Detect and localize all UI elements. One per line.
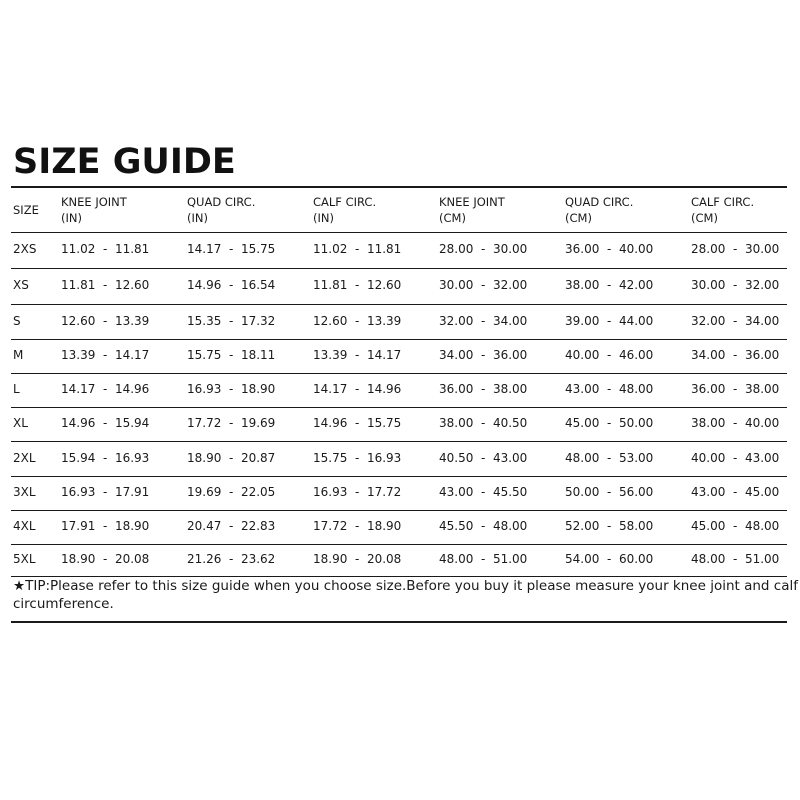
- measurement-cell: 20.47 - 22.83: [187, 519, 276, 533]
- size-label-cell: L: [13, 382, 20, 396]
- tip-note: [13, 577, 798, 613]
- measurement-cell: 50.00 - 56.00: [565, 485, 654, 499]
- measurement-cell: 28.00 - 30.00: [691, 242, 780, 256]
- size-label-cell: 4XL: [13, 519, 36, 533]
- measurement-cell: 52.00 - 58.00: [565, 519, 654, 533]
- measurement-cell: 15.75 - 18.11: [187, 348, 276, 362]
- measurement-cell: 48.00 - 53.00: [565, 450, 654, 465]
- table-rule: [11, 268, 787, 269]
- measurement-cell: 11.81 - 12.60: [313, 278, 402, 292]
- column-header-line: (IN): [187, 211, 208, 225]
- measurement-cell: 21.26 - 23.62: [187, 552, 276, 566]
- table-rule: [11, 621, 787, 623]
- measurement-cell: 54.00 - 60.00: [565, 552, 654, 566]
- measurement-cell: 45.50 - 48.00: [439, 519, 528, 533]
- measurement-cell: 43.00 - 48.00: [565, 382, 654, 396]
- measurement-cell: 43.00 - 45.00: [691, 485, 780, 499]
- column-header-line: (IN): [61, 211, 82, 225]
- column-header-line: (CM): [691, 211, 718, 225]
- measurement-cell: 34.00 - 36.00: [691, 348, 780, 362]
- measurement-cell: 36.00 - 38.00: [439, 382, 528, 396]
- measurement-cell: 36.00 - 40.00: [565, 242, 654, 256]
- measurement-cell: 15.75 - 16.93: [313, 450, 402, 465]
- measurement-cell: 14.96 - 15.94: [61, 416, 150, 430]
- table-rule: [11, 441, 787, 442]
- measurement-cell: 15.94 - 16.93: [61, 450, 150, 465]
- column-header: [313, 194, 376, 226]
- table-rule: [11, 476, 787, 477]
- column-header: [187, 194, 255, 226]
- measurement-cell: 14.17 - 15.75: [187, 242, 276, 256]
- measurement-cell: 40.50 - 43.00: [439, 450, 528, 465]
- column-header-line: QUAD CIRC.: [565, 195, 634, 209]
- measurement-cell: 11.02 - 11.81: [313, 242, 402, 256]
- table-rule: [11, 407, 787, 408]
- measurement-cell: 14.17 - 14.96: [313, 382, 402, 396]
- measurement-cell: 34.00 - 36.00: [439, 348, 528, 362]
- measurement-cell: 30.00 - 32.00: [439, 278, 528, 292]
- column-header-line: (CM): [439, 211, 466, 225]
- measurement-cell: 14.17 - 14.96: [61, 382, 150, 396]
- column-header: [61, 194, 127, 226]
- size-label-cell: 2XL: [13, 450, 36, 465]
- measurement-cell: 38.00 - 42.00: [565, 278, 654, 292]
- measurement-cell: 32.00 - 34.00: [691, 313, 780, 328]
- column-header: [565, 194, 633, 226]
- measurement-cell: 39.00 - 44.00: [565, 313, 654, 328]
- size-label-cell: XS: [13, 278, 29, 292]
- measurement-cell: 28.00 - 30.00: [439, 242, 528, 256]
- measurement-cell: 11.02 - 11.81: [61, 242, 150, 256]
- column-header: [691, 194, 754, 226]
- table-rule: [11, 304, 787, 305]
- size-label-cell: S: [13, 313, 21, 328]
- column-header-line: CALF CIRC.: [313, 195, 377, 209]
- measurement-cell: 40.00 - 43.00: [691, 450, 780, 465]
- measurement-cell: 11.81 - 12.60: [61, 278, 150, 292]
- table-rule: [11, 339, 787, 340]
- column-header-line: SIZE: [13, 203, 39, 217]
- table-rule: [11, 373, 787, 374]
- measurement-cell: 18.90 - 20.08: [313, 552, 402, 566]
- column-header-line: QUAD CIRC.: [187, 195, 256, 209]
- page-title: SIZE GUIDE: [13, 142, 236, 182]
- measurement-cell: 30.00 - 32.00: [691, 278, 780, 292]
- measurement-cell: 16.93 - 18.90: [187, 382, 276, 396]
- measurement-cell: 38.00 - 40.50: [439, 416, 528, 430]
- column-header-line: (IN): [313, 211, 334, 225]
- measurement-cell: 17.72 - 19.69: [187, 416, 276, 430]
- column-header: [439, 194, 505, 226]
- measurement-cell: 12.60 - 13.39: [61, 313, 150, 328]
- measurement-cell: 13.39 - 14.17: [61, 348, 150, 362]
- measurement-cell: 16.93 - 17.72: [313, 485, 402, 499]
- measurement-cell: 17.91 - 18.90: [61, 519, 150, 533]
- measurement-cell: 16.93 - 17.91: [61, 485, 150, 499]
- measurement-cell: 48.00 - 51.00: [691, 552, 780, 566]
- measurement-cell: 13.39 - 14.17: [313, 348, 402, 362]
- measurement-cell: 19.69 - 22.05: [187, 485, 276, 499]
- column-header-line: KNEE JOINT: [61, 195, 127, 209]
- size-label-cell: 3XL: [13, 485, 36, 499]
- column-header-line: CALF CIRC.: [691, 195, 755, 209]
- measurement-cell: 43.00 - 45.50: [439, 485, 528, 499]
- measurement-cell: 14.96 - 15.75: [313, 416, 402, 430]
- table-rule: [11, 232, 787, 233]
- size-label-cell: M: [13, 348, 24, 362]
- column-header-line: KNEE JOINT: [439, 195, 505, 209]
- table-rule: [11, 544, 787, 545]
- measurement-cell: 45.00 - 50.00: [565, 416, 654, 430]
- measurement-cell: 45.00 - 48.00: [691, 519, 780, 533]
- measurement-cell: 14.96 - 16.54: [187, 278, 276, 292]
- tip-line-2: circumference.: [13, 596, 114, 612]
- measurement-cell: 17.72 - 18.90: [313, 519, 402, 533]
- measurement-cell: 18.90 - 20.87: [187, 450, 276, 465]
- column-header: [13, 202, 39, 218]
- measurement-cell: 15.35 - 17.32: [187, 313, 276, 328]
- size-label-cell: 2XS: [13, 242, 37, 256]
- size-label-cell: XL: [13, 416, 28, 430]
- tip-line-1: ★TIP:Please refer to this size guide when you choose size.Before you buy it please measure your knee joint and calf: [13, 578, 798, 594]
- measurement-cell: 36.00 - 38.00: [691, 382, 780, 396]
- measurement-cell: 40.00 - 46.00: [565, 348, 654, 362]
- size-label-cell: 5XL: [13, 552, 36, 566]
- measurement-cell: 12.60 - 13.39: [313, 313, 402, 328]
- measurement-cell: 38.00 - 40.00: [691, 416, 780, 430]
- table-rule: [11, 510, 787, 511]
- table-rule: [11, 186, 787, 188]
- column-header-line: (CM): [565, 211, 592, 225]
- measurement-cell: 18.90 - 20.08: [61, 552, 150, 566]
- measurement-cell: 32.00 - 34.00: [439, 313, 528, 328]
- measurement-cell: 48.00 - 51.00: [439, 552, 528, 566]
